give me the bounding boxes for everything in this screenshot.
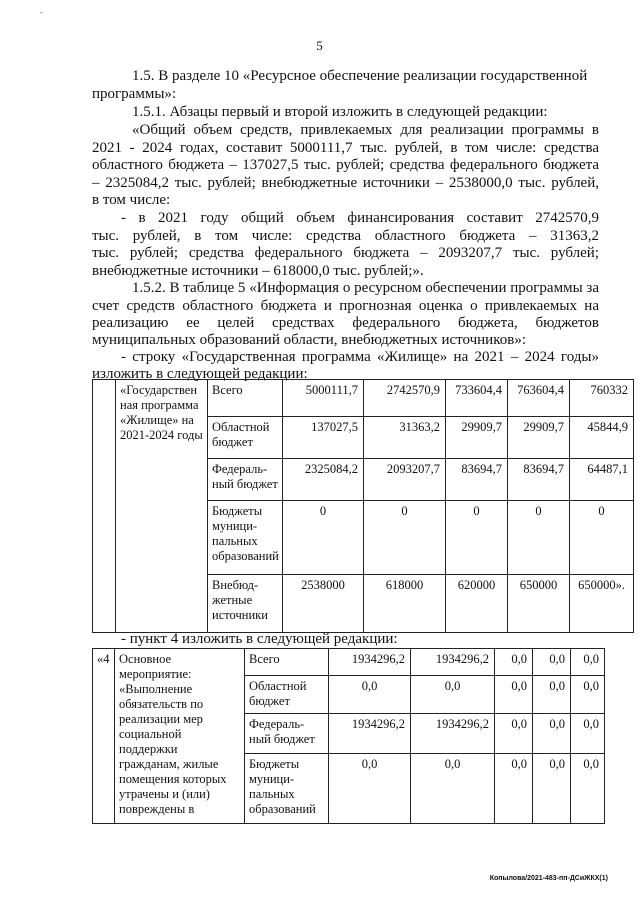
value-cell: 1934296,2 [329, 714, 411, 754]
text-line: в том числе: [92, 192, 171, 208]
value-cell: 620000 [446, 575, 508, 633]
row-label: Внебюд-жетные источники [208, 575, 283, 633]
row-label: Бюджеты муници-пальных образований [245, 754, 329, 824]
row-label: Областной бюджет [208, 417, 283, 459]
text-line: - пункт 4 изложить в следующей редакции: [121, 631, 398, 647]
value-cell: 29909,7 [508, 417, 570, 459]
resource-table-item-4 [92, 648, 605, 824]
text-line: счет средств областного бюджета и прогнозная оценка о привлекаемых на [92, 298, 599, 314]
scan-mark: - [40, 8, 43, 17]
value-cell: 618000 [364, 575, 446, 633]
row-label: Всего [245, 649, 329, 676]
text-line: тыс. рублей, в том числе: средства областного бюджета – 31363,2 [92, 228, 599, 244]
value-cell: 2093207,7 [364, 459, 446, 501]
resource-table-program [92, 379, 634, 633]
value-cell: 0,0 [329, 676, 411, 714]
value-cell: 0 [570, 501, 634, 575]
value-cell: 83694,7 [508, 459, 570, 501]
value-cell: 45844,9 [570, 417, 634, 459]
text-line: – 2325084,2 тыс. рублей; внебюджетные источники – 2538000,0 тыс. рублей, [92, 175, 599, 191]
value-cell: 0,0 [571, 754, 605, 824]
text-line: муниципальных образований области, внебюджетных источников»: [92, 332, 526, 348]
value-cell: 0,0 [571, 676, 605, 714]
text-line: тыс. рублей; средства федерального бюджета – 2093207,7 тыс. рублей; [92, 245, 599, 261]
value-cell: 0,0 [329, 754, 411, 824]
value-cell: 0,0 [495, 714, 533, 754]
text-line: 1.5. В разделе 10 «Ресурсное обеспечение реализации государственной [132, 68, 588, 84]
value-cell: 2538000 [283, 575, 364, 633]
value-cell: 1934296,2 [411, 649, 495, 676]
value-cell: 0 [446, 501, 508, 575]
row-label: Бюджеты муници-пальных образований [208, 501, 283, 575]
row-label: Областной бюджет [245, 676, 329, 714]
value-cell: 29909,7 [446, 417, 508, 459]
text-line: - в 2021 году общий объем финансирования составит 2742570,9 [121, 210, 599, 226]
value-cell: 83694,7 [446, 459, 508, 501]
value-cell: 0,0 [533, 754, 571, 824]
value-cell: 0,0 [571, 649, 605, 676]
text-line: «Общий объем средств, привлекаемых для реализации программы в [132, 122, 599, 138]
value-cell: 0,0 [495, 676, 533, 714]
value-cell: 5000111,7 [283, 380, 364, 417]
text-line: - строку «Государственная программа «Жилище» на 2021 – 2024 годы» [121, 349, 599, 365]
value-cell: 0 [283, 501, 364, 575]
value-cell: 137027,5 [283, 417, 364, 459]
value-cell: 2325084,2 [283, 459, 364, 501]
measure-name-cell: Основное мероприятие: «Выполнение обязательств по реализации мер социальной поддержки гражданам, жилые помещения которых утрачены и (или) повреждены в [115, 649, 245, 824]
value-cell: 2742570,9 [364, 380, 446, 417]
text-line: областного бюджета – 137027,5 тыс. рублей; средства федерального бюджета [92, 157, 599, 173]
row-label: Всего [208, 380, 283, 417]
text-line: 2021 - 2024 годах, составит 5000111,7 тыс. рублей, в том числе: средства [92, 140, 599, 156]
value-cell: 1934296,2 [411, 714, 495, 754]
value-cell: 733604,4 [446, 380, 508, 417]
footer-doc-id: Копылова/2021-483-пп-ДСиЖКХ(1) [489, 875, 608, 882]
value-cell: 0 [364, 501, 446, 575]
text-line: реализацию ее целей средствах федерального бюджета, бюджетов [92, 315, 599, 331]
text-line: 1.5.2. В таблице 5 «Информация о ресурсном обеспечении программы за [132, 280, 599, 296]
value-cell: 0,0 [411, 754, 495, 824]
text-line: внебюджетные источники – 618000,0 тыс. рублей;». [92, 263, 424, 279]
value-cell: 0 [508, 501, 570, 575]
value-cell: 760332 [570, 380, 634, 417]
page-number: 5 [316, 38, 323, 53]
value-cell: 0,0 [495, 649, 533, 676]
program-name-cell: «Государствен ная программа «Жилище» на 2021-2024 годы [116, 380, 208, 633]
text-line: изложить в следующей редакции: [92, 366, 308, 382]
value-cell: 650000 [508, 575, 570, 633]
value-cell: 64487,1 [570, 459, 634, 501]
text-line: программы»: [92, 86, 177, 102]
row-label: Федераль-ный бюджет [208, 459, 283, 501]
value-cell: 650000». [570, 575, 634, 633]
row-label: Федераль-ный бюджет [245, 714, 329, 754]
text-line: 1.5.1. Абзацы первый и второй изложить в следующей редакции: [132, 104, 548, 120]
item-number-cell: «4 [93, 649, 115, 824]
value-cell: 0,0 [533, 676, 571, 714]
value-cell: 0,0 [533, 714, 571, 754]
value-cell: 0,0 [533, 649, 571, 676]
value-cell: 0,0 [411, 676, 495, 714]
empty-cell [93, 380, 116, 633]
value-cell: 763604,4 [508, 380, 570, 417]
value-cell: 0,0 [495, 754, 533, 824]
value-cell: 31363,2 [364, 417, 446, 459]
value-cell: 0,0 [571, 714, 605, 754]
value-cell: 1934296,2 [329, 649, 411, 676]
